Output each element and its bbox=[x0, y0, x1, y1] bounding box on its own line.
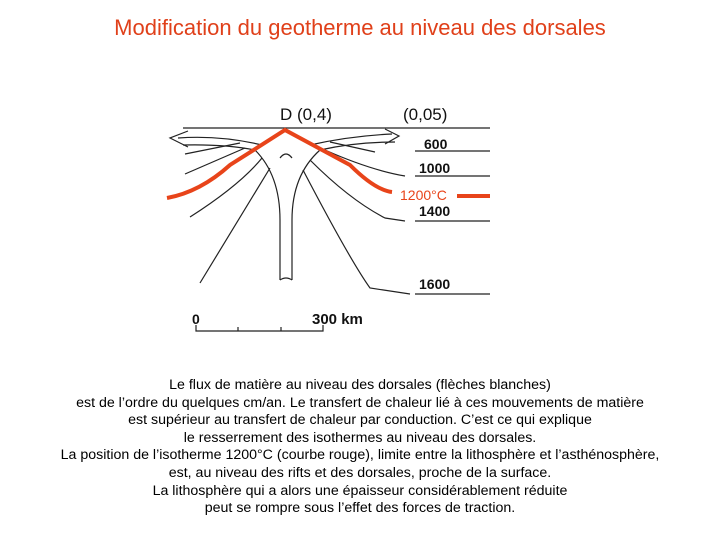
plume-stem bbox=[255, 150, 320, 280]
slide-title: Modification du geotherme au niveau des dorsales bbox=[114, 15, 606, 40]
caption-line: La lithosphère qui a alors une épaisseur considérablement réduite bbox=[152, 482, 568, 499]
isotherm-label-1600: 1600 bbox=[419, 276, 451, 292]
caption-text bbox=[0, 377, 720, 518]
ridge-label: D (0,4) bbox=[280, 105, 332, 124]
isotherm-right-1000 bbox=[325, 150, 405, 176]
scale-bar bbox=[196, 325, 323, 331]
caption-line: est, au niveau des rifts et des dorsales, proche de la surface. bbox=[168, 464, 552, 481]
plume-top-arc bbox=[280, 154, 292, 158]
isotherm-label-600: 600 bbox=[424, 136, 448, 152]
caption-line: est de l’ordre du quelques cm/an. Le transfert de chaleur lié à ces mouvements de matière bbox=[76, 394, 644, 411]
caption-line: peut se rompre sous l’effet des forces de traction. bbox=[204, 500, 516, 517]
caption-line: Le flux de matière au niveau des dorsales (flèches blanches) bbox=[169, 377, 551, 393]
isotherm-label-1000: 1000 bbox=[419, 160, 451, 176]
caption-line: est supérieur au transfert de chaleur par conduction. C’est ce qui explique bbox=[128, 412, 592, 429]
plume-branch-left bbox=[178, 137, 262, 150]
isotherm-label-1200: 1200°C bbox=[400, 187, 447, 203]
isotherm-right-1600 bbox=[303, 170, 410, 294]
caption-line: le resserrement des isothermes au niveau des dorsales. bbox=[183, 429, 537, 446]
far-label: (0,05) bbox=[403, 105, 448, 124]
geotherm-1200-curve bbox=[167, 130, 392, 198]
scale-start-label: 0 bbox=[192, 311, 200, 327]
isotherm-label-1400: 1400 bbox=[419, 203, 451, 219]
scale-end-label: 300 km bbox=[312, 311, 363, 328]
caption-line: La position de l’isotherme 1200°C (courbe rouge), limite entre la lithosphère et l’asthénosphère, bbox=[60, 447, 660, 464]
